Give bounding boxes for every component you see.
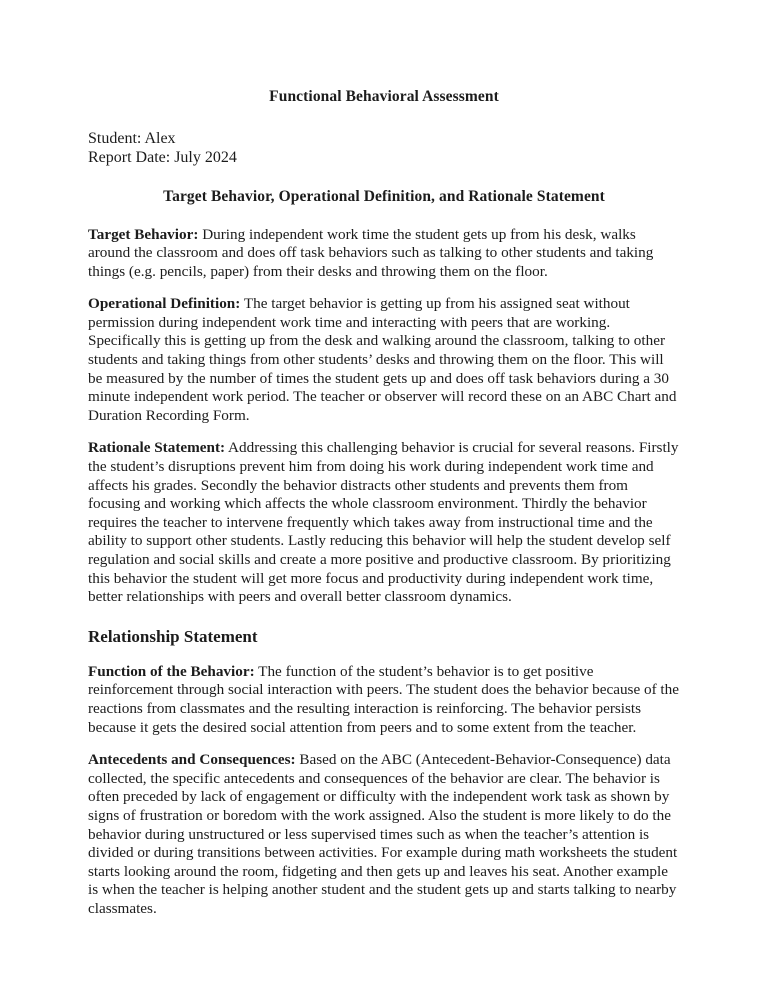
paragraph-function-of-behavior	[88, 663, 680, 737]
paragraph-lead-label: Rationale Statement:	[88, 439, 226, 457]
paragraph-lead-label: Operational Definition:	[88, 295, 241, 313]
document-title: Functional Behavioral Assessment	[269, 88, 499, 105]
document-body	[88, 88, 680, 919]
paragraph-text: Based on the ABC (Antecedent-Behavior-Consequence) data collected, the specific antecedents and consequences of the behavior are clear. The behavior is often preceded by lack of engagement or difficulty with the independent work task as shown by signs of frustration or boredom with the work assigned. Also the student is more likely to do the behavior during unstructured or less supervised times such as when the teacher’s attention is divided or during transitions between activities. For example during math worksheets the student starts looking around the room, fidgeting and then gets up and leaves his seat. Another example is when the teacher is helping another student and the student gets up and starts talking to nearby classmates.	[88, 751, 678, 917]
document-metadata	[88, 129, 680, 167]
paragraph-lead-label: Function of the Behavior:	[88, 662, 255, 680]
paragraph-target-behavior	[88, 226, 680, 282]
paragraph-operational-definition	[88, 295, 680, 425]
paragraph-lead-label: Antecedents and Consequences:	[88, 751, 296, 769]
student-line: Student: Alex	[88, 129, 176, 147]
paragraph-rationale-statement	[88, 439, 680, 606]
paragraph-text: The target behavior is getting up from his assigned seat without permission during independent work time and interacting with peers that are working. Specifically this is getting up from the desk and walking around the classroom, talking to other students and taking things from other students’ desks and throwing them on the floor. This will be measured by the number of times the student gets up and does off task behaviors during a 30 minute independent work period. The teacher or observer will record these on an ABC Chart and Duration Recording Form.	[88, 295, 677, 424]
paragraph-text: During independent work time the student gets up from his desk, walks around the classroom and does off task behaviors such as talking to other students and taking things (e.g. pencils, paper) from their desks and throwing them on the floor.	[88, 225, 654, 280]
section-heading-relationship-statement: Relationship Statement	[88, 626, 258, 646]
paragraph-antecedents-and-consequences	[88, 751, 680, 918]
report-date-line: Report Date: July 2024	[88, 148, 237, 166]
paragraph-text: Addressing this challenging behavior is crucial for several reasons. Firstly the student’s disruptions prevent him from doing his work during independent work time and affects his grades. Secondly the behavior distracts other students and prevents them from focusing and working which affects the whole classroom environment. Thirdly the behavior requires the teacher to intervene frequently which takes away from instructional time and the ability to support other students. Lastly reducing this behavior will help the student develop self regulation and social skills and create a more positive and productive classroom. By prioritizing this behavior the student will get more focus and productivity during independent work time, better relationships with peers and overall better classroom dynamics.	[88, 439, 679, 606]
section-heading-target-behavior: Target Behavior, Operational Definition, and Rationale Statement	[163, 187, 605, 205]
paragraph-lead-label: Target Behavior:	[88, 225, 199, 243]
paragraph-text: The function of the student’s behavior is to get positive reinforcement through social interaction with peers. The student does the behavior because of the reactions from classmates and the resulting interaction is reinforcing. The behavior persists because it gets the desired social attention from peers and to some extent from the teacher.	[88, 662, 679, 736]
